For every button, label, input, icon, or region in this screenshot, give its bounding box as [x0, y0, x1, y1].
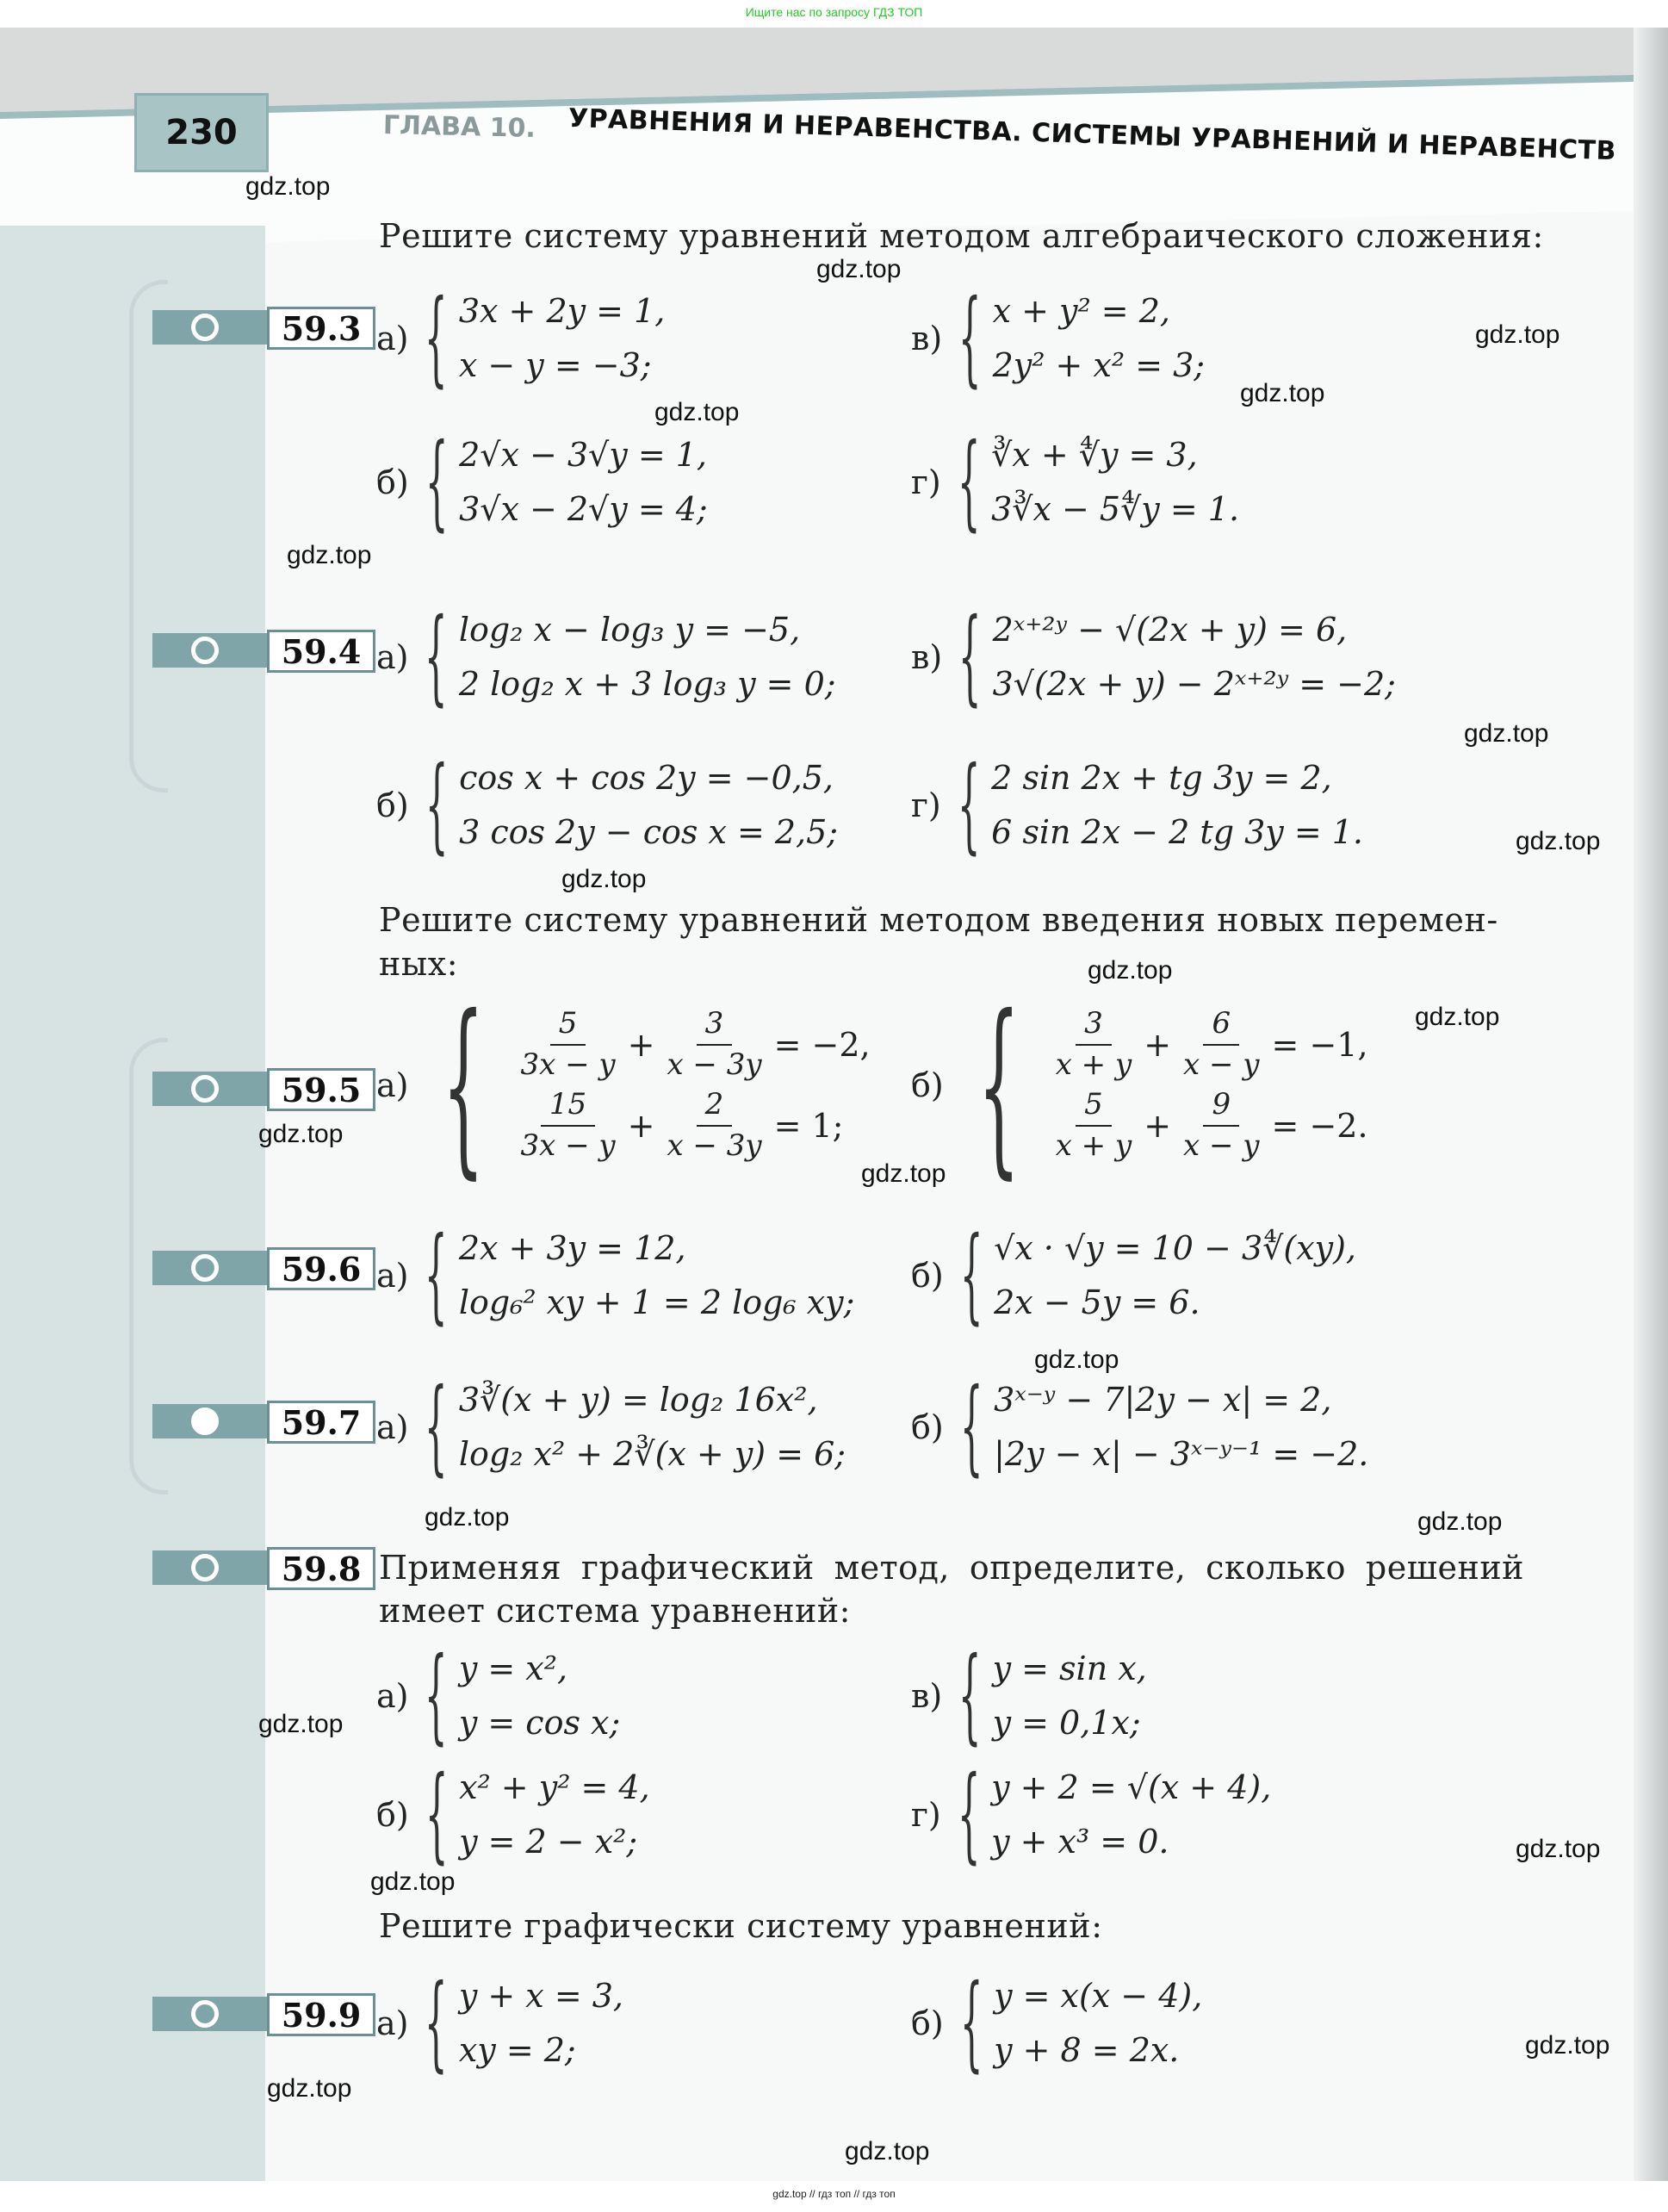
equation: 3 cos 2y − cos x = 2,5; — [459, 812, 839, 851]
instruction-new-variables-cont: ных: — [379, 945, 459, 983]
equation-system — [911, 1754, 1272, 1874]
equation: 2√x − 3√y = 1, — [459, 436, 707, 474]
instruction-new-variables: Решите систему уравнений методом введения новых перемен- — [379, 901, 1498, 939]
denominator: 3x − y — [520, 1047, 616, 1083]
equation: 3∛(x + y) = log₂ 16x², — [458, 1381, 818, 1419]
brace-icon: { — [425, 1366, 449, 1487]
equation: y = 0,1x; — [992, 1703, 1141, 1742]
operator: + — [1144, 1025, 1172, 1064]
equation: log₂ x² + 2∛(x + y) = 6; — [458, 1434, 846, 1473]
equation: 3√(2x + y) − 2ˣ⁺²ʸ = −2; — [992, 664, 1396, 703]
top-banner[interactable]: Ищите нас по запросу ГДЗ ТОП — [745, 5, 923, 19]
fraction — [1183, 1004, 1260, 1085]
part-label: в) — [911, 1676, 943, 1715]
equation: x² + y² = 4, — [459, 1768, 650, 1806]
problem-badge — [152, 1995, 368, 2035]
denominator: x − 3y — [667, 1047, 762, 1083]
denominator: x − y — [1183, 1047, 1260, 1083]
equation: 2 sin 2x + tg 3y = 2, — [991, 759, 1332, 797]
fraction — [1056, 1085, 1132, 1166]
brace-icon: { — [977, 975, 1020, 1196]
equation-system — [376, 1754, 650, 1874]
difficulty-circle-icon — [191, 1407, 219, 1435]
denominator: x + y — [1055, 1047, 1132, 1083]
watermark-text: gdz.top — [1417, 1507, 1503, 1536]
equation: cos x + cos 2y = −0,5, — [459, 759, 834, 797]
watermark-text: gdz.top — [1088, 956, 1173, 985]
equation-lines — [991, 428, 1239, 536]
equation-lines — [459, 1761, 650, 1868]
equation-lines — [994, 1373, 1368, 1481]
equation: 3√x − 2√y = 4; — [459, 489, 708, 528]
equation-system — [911, 596, 1396, 717]
equation-system — [376, 744, 839, 865]
watermark-text: gdz.top — [258, 1710, 344, 1738]
denominator: x − 3y — [667, 1128, 762, 1163]
problem-badge — [152, 1549, 368, 1588]
equation: log₂ x − log₃ y = −5, — [458, 611, 801, 649]
part-label: б) — [911, 2004, 944, 2042]
brace-icon: { — [442, 975, 485, 1196]
denominator: 3x − y — [520, 1128, 616, 1163]
brace-icon: { — [959, 1366, 983, 1487]
watermark-text: gdz.top — [425, 1503, 510, 1532]
brace-icon: { — [425, 1754, 449, 1874]
equation: 2y² + x² = 3; — [992, 345, 1206, 384]
equation-system — [911, 744, 1363, 865]
equation-system — [911, 1635, 1147, 1755]
numerator: 3 — [1076, 1004, 1112, 1046]
problem-badge — [152, 631, 368, 671]
difficulty-circle-icon — [191, 1254, 219, 1282]
fraction — [667, 1004, 761, 1085]
equation-lines — [991, 751, 1363, 859]
equation: 2x − 5y = 6. — [994, 1283, 1200, 1321]
equation: y = cos x; — [458, 1703, 621, 1742]
difficulty-circle-icon — [191, 637, 219, 664]
equation-lines — [513, 1004, 875, 1166]
numerator: 15 — [541, 1085, 595, 1127]
brace-icon: { — [425, 277, 449, 398]
equation: ∛x + ∜y = 3, — [991, 436, 1198, 474]
operator: = 1; — [773, 1106, 844, 1145]
equation — [513, 1004, 875, 1085]
denominator: x + y — [1055, 1128, 1132, 1163]
equation: y + 2 = √(x + 4), — [991, 1768, 1272, 1806]
part-label: б) — [911, 1066, 944, 1104]
watermark-text: gdz.top — [245, 172, 331, 201]
instruction-algebraic: Решите систему уравнений методом алгебраического сложения: — [379, 217, 1544, 255]
equation — [1049, 1004, 1373, 1085]
equation-lines — [459, 603, 836, 711]
watermark-text: gdz.top — [654, 398, 740, 426]
fraction — [520, 1004, 615, 1085]
equation-system — [376, 1215, 855, 1335]
brace-icon: { — [957, 1754, 981, 1874]
brace-icon: { — [957, 421, 981, 542]
fraction — [667, 1085, 761, 1166]
page-number: 230 — [134, 93, 269, 172]
equation-lines — [459, 284, 666, 392]
operator: = −1, — [1271, 1025, 1368, 1064]
problem-number: 59.9 — [267, 1993, 375, 2036]
brace-icon: { — [425, 1635, 449, 1755]
watermark-text: gdz.top — [1240, 379, 1325, 407]
watermark-text: gdz.top — [1475, 320, 1560, 349]
part-label: г) — [911, 463, 941, 501]
section-bracket — [129, 280, 168, 792]
watermark-text: gdz.top — [267, 2074, 352, 2103]
problem-number: 59.4 — [267, 630, 375, 673]
brace-icon: { — [425, 744, 449, 865]
equation-system — [911, 421, 1240, 542]
brace-icon: { — [959, 1962, 983, 2083]
chapter-title: УРАВНЕНИЯ И НЕРАВЕНСТВА. СИСТЕМЫ УРАВНЕНИЙ И НЕРАВЕНСТВ — [567, 103, 1617, 167]
instruction-graphical: Решите графически систему уравнений: — [379, 1907, 1103, 1945]
equation-lines — [1049, 1004, 1373, 1166]
brace-icon: { — [425, 1962, 449, 2083]
equation: 2x + 3y = 12, — [458, 1229, 686, 1267]
numerator: 5 — [550, 1004, 586, 1046]
difficulty-circle-icon — [191, 1554, 219, 1581]
part-label: б) — [911, 1256, 944, 1295]
difficulty-circle-icon — [191, 2000, 219, 2028]
equation: y = sin x, — [992, 1650, 1147, 1687]
fraction — [520, 1085, 615, 1166]
equation-lines — [994, 1221, 1356, 1329]
equation-system — [911, 277, 1206, 398]
problem-badge — [152, 1249, 368, 1289]
equation: y + x³ = 0. — [991, 1822, 1169, 1861]
equation: 3∛x − 5∜y = 1. — [991, 489, 1240, 528]
equation — [1049, 1085, 1373, 1166]
operator: + — [627, 1106, 655, 1145]
part-label: б) — [376, 1795, 409, 1834]
equation-system — [911, 1366, 1369, 1487]
chapter-label: ГЛАВА 10. — [382, 110, 536, 145]
equation-system — [376, 975, 876, 1196]
numerator: 2 — [697, 1085, 733, 1127]
equation: x − y = −3; — [458, 345, 652, 384]
denominator: x − y — [1183, 1128, 1260, 1163]
equation: y + x = 3, — [458, 1977, 623, 2015]
operator: + — [1144, 1106, 1172, 1145]
brace-icon: { — [425, 1215, 449, 1335]
watermark-text: gdz.top — [1525, 2031, 1610, 2060]
equation-system — [376, 596, 836, 717]
equation-lines — [459, 1969, 623, 2077]
equation: √x · √y = 10 − 3∜(xy), — [994, 1229, 1356, 1267]
brace-icon: { — [958, 1635, 982, 1755]
equation-lines — [459, 428, 708, 536]
brace-icon: { — [957, 744, 981, 865]
problem-number: 59.5 — [267, 1068, 375, 1111]
equation-lines — [459, 751, 838, 859]
page-edge-shadow — [1634, 28, 1668, 2181]
equation: y = x², — [458, 1650, 568, 1687]
equation: xy = 2; — [458, 2030, 576, 2069]
equation-lines — [994, 1969, 1202, 2077]
equation — [513, 1085, 875, 1166]
equation-lines — [993, 603, 1396, 711]
numerator: 5 — [1076, 1085, 1112, 1127]
equation: y + 8 = 2x. — [994, 2030, 1180, 2069]
fraction — [1183, 1085, 1260, 1166]
footer[interactable]: gdz.top // гдз топ // гдз топ — [772, 2188, 896, 2200]
watermark-text: gdz.top — [287, 541, 372, 569]
equation-lines — [993, 1642, 1147, 1749]
part-label: б) — [376, 786, 409, 824]
part-label: б) — [376, 463, 409, 501]
part-label: а) — [376, 319, 409, 357]
numerator: 9 — [1203, 1085, 1239, 1127]
watermark-text: gdz.top — [816, 255, 902, 283]
part-label: в) — [911, 637, 943, 676]
equation-lines — [991, 1761, 1271, 1868]
equation-system — [376, 1962, 623, 2083]
operator: + — [627, 1025, 655, 1064]
problem-badge — [152, 308, 368, 348]
problem-number: 59.8 — [267, 1547, 375, 1590]
equation: 6 sin 2x − 2 tg 3y = 1. — [991, 812, 1363, 851]
watermark-text: gdz.top — [370, 1867, 456, 1896]
equation: log₆² xy + 1 = 2 log₆ xy; — [458, 1283, 855, 1321]
watermark-text: gdz.top — [1034, 1345, 1119, 1374]
part-label: а) — [376, 1407, 409, 1446]
equation-system — [376, 277, 666, 398]
part-label: а) — [376, 2004, 409, 2042]
watermark-text: gdz.top — [258, 1120, 344, 1148]
part-label: в) — [911, 319, 943, 357]
difficulty-circle-icon — [191, 314, 219, 341]
problem-badge — [152, 1070, 368, 1109]
operator: = −2, — [773, 1025, 871, 1064]
brace-icon: { — [425, 421, 449, 542]
watermark-text: gdz.top — [845, 2137, 930, 2165]
numerator: 6 — [1203, 1004, 1239, 1046]
operator: = −2. — [1271, 1106, 1368, 1145]
equation: 3x + 2y = 1, — [458, 292, 666, 330]
equation-lines — [459, 1373, 846, 1481]
part-label: а) — [376, 1066, 409, 1104]
equation: 3ˣ⁻ʸ − 7|2y − x| = 2, — [994, 1381, 1332, 1419]
part-label: г) — [911, 786, 941, 824]
equation-system — [911, 1962, 1203, 2083]
equation-system — [911, 975, 1373, 1196]
problem-59-8-text: Применяя графический метод, определите, сколько решений имеет система уравнений: — [379, 1549, 1524, 1630]
equation-lines — [459, 1642, 620, 1749]
part-label: а) — [376, 637, 409, 676]
brace-icon: { — [425, 596, 449, 717]
fraction — [1056, 1004, 1132, 1085]
equation: y = x(x − 4), — [994, 1977, 1203, 2015]
part-label: а) — [376, 1676, 409, 1715]
problem-badge — [152, 1402, 368, 1442]
part-label: а) — [376, 1256, 409, 1295]
watermark-text: gdz.top — [1516, 1835, 1601, 1863]
problem-number: 59.3 — [267, 307, 375, 350]
watermark-text: gdz.top — [1516, 827, 1601, 855]
equation-system — [376, 421, 708, 542]
problem-number: 59.6 — [267, 1247, 375, 1290]
equation: 2ˣ⁺²ʸ − √(2x + y) = 6, — [992, 611, 1348, 649]
brace-icon: { — [958, 596, 982, 717]
difficulty-circle-icon — [191, 1075, 219, 1103]
watermark-text: gdz.top — [561, 865, 647, 893]
brace-icon: { — [958, 277, 982, 398]
equation-system — [376, 1366, 846, 1487]
watermark-text: gdz.top — [861, 1159, 946, 1188]
part-label: б) — [911, 1407, 944, 1446]
problem-number: 59.7 — [267, 1401, 375, 1444]
part-label: г) — [911, 1795, 941, 1834]
equation: 2 log₂ x + 3 log₃ y = 0; — [458, 664, 836, 703]
equation: |2y − x| − 3ˣ⁻ʸ⁻¹ = −2. — [994, 1434, 1369, 1473]
watermark-text: gdz.top — [1464, 719, 1549, 748]
brace-icon: { — [959, 1215, 983, 1335]
equation-lines — [993, 284, 1206, 392]
numerator: 3 — [697, 1004, 733, 1046]
equation: x + y² = 2, — [992, 292, 1170, 330]
equation-system — [911, 1215, 1356, 1335]
equation-system — [376, 1635, 621, 1755]
equation: y = 2 − x²; — [459, 1822, 638, 1861]
equation-lines — [459, 1221, 855, 1329]
watermark-text: gdz.top — [1415, 1003, 1500, 1031]
